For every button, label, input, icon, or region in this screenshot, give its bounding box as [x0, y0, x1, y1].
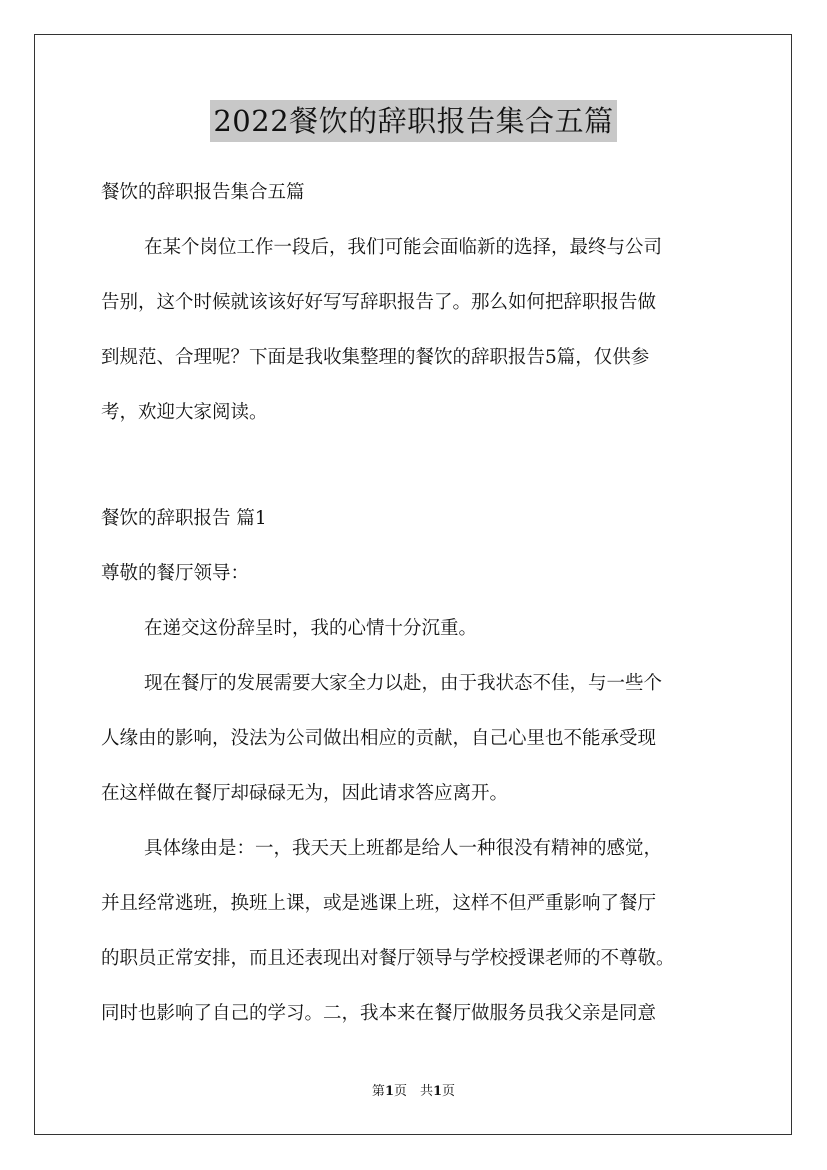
paragraph-line: 现在餐厅的发展需要大家全力以赴，由于我状态不佳，与一些个: [144, 673, 663, 694]
paragraph-line: 在某个岗位工作一段后，我们可能会面临新的选择，最终与公司: [144, 237, 663, 258]
paragraph-line: 同时也影响了自己的学习。二，我本来在餐厅做服务员我父亲是同意: [101, 1003, 657, 1024]
total-page-number: 1: [433, 1084, 443, 1099]
salutation: 尊敬的餐厅领导：: [101, 563, 250, 584]
paragraph-line: 告别，这个时候就该该好好写写辞职报告了。那么如何把辞职报告做: [101, 292, 657, 313]
footer-suffix: 页: [442, 1084, 456, 1099]
page-footer: [0, 1083, 827, 1101]
paragraph-line: 具体缘由是：一，我天天上班都是给人一种很没有精神的感觉，: [144, 838, 663, 859]
title-container: [0, 100, 827, 142]
document-title: 2022餐饮的辞职报告集合五篇: [210, 100, 616, 142]
paragraph-line: 的职员正常安排，而且还表现出对餐厅领导与学校授课老师的不尊敬。: [101, 948, 675, 969]
paragraph-line: 并且经常逃班，换班上课，或是逃课上班，这样不但严重影响了餐厅: [101, 893, 657, 914]
current-page-number: 1: [384, 1084, 394, 1099]
paragraph-line: 到规范、合理呢？下面是我收集整理的餐饮的辞职报告5篇，仅供参: [101, 347, 650, 368]
footer-mid: 页 共: [393, 1084, 433, 1099]
paragraph-line: 考，欢迎大家阅读。: [101, 402, 268, 423]
paragraph-line: 在这样做在餐厅却碌碌无为，因此请求答应离开。: [101, 783, 509, 804]
footer-prefix: 第: [371, 1084, 385, 1099]
paragraph-line: 在递交这份辞呈时，我的心情十分沉重。: [144, 618, 478, 639]
section-heading: 餐饮的辞职报告 篇1: [101, 508, 267, 529]
subtitle-line: 餐饮的辞职报告集合五篇: [101, 182, 305, 203]
paragraph-line: 人缘由的影响，没法为公司做出相应的贡献，自己心里也不能承受现: [101, 728, 657, 749]
